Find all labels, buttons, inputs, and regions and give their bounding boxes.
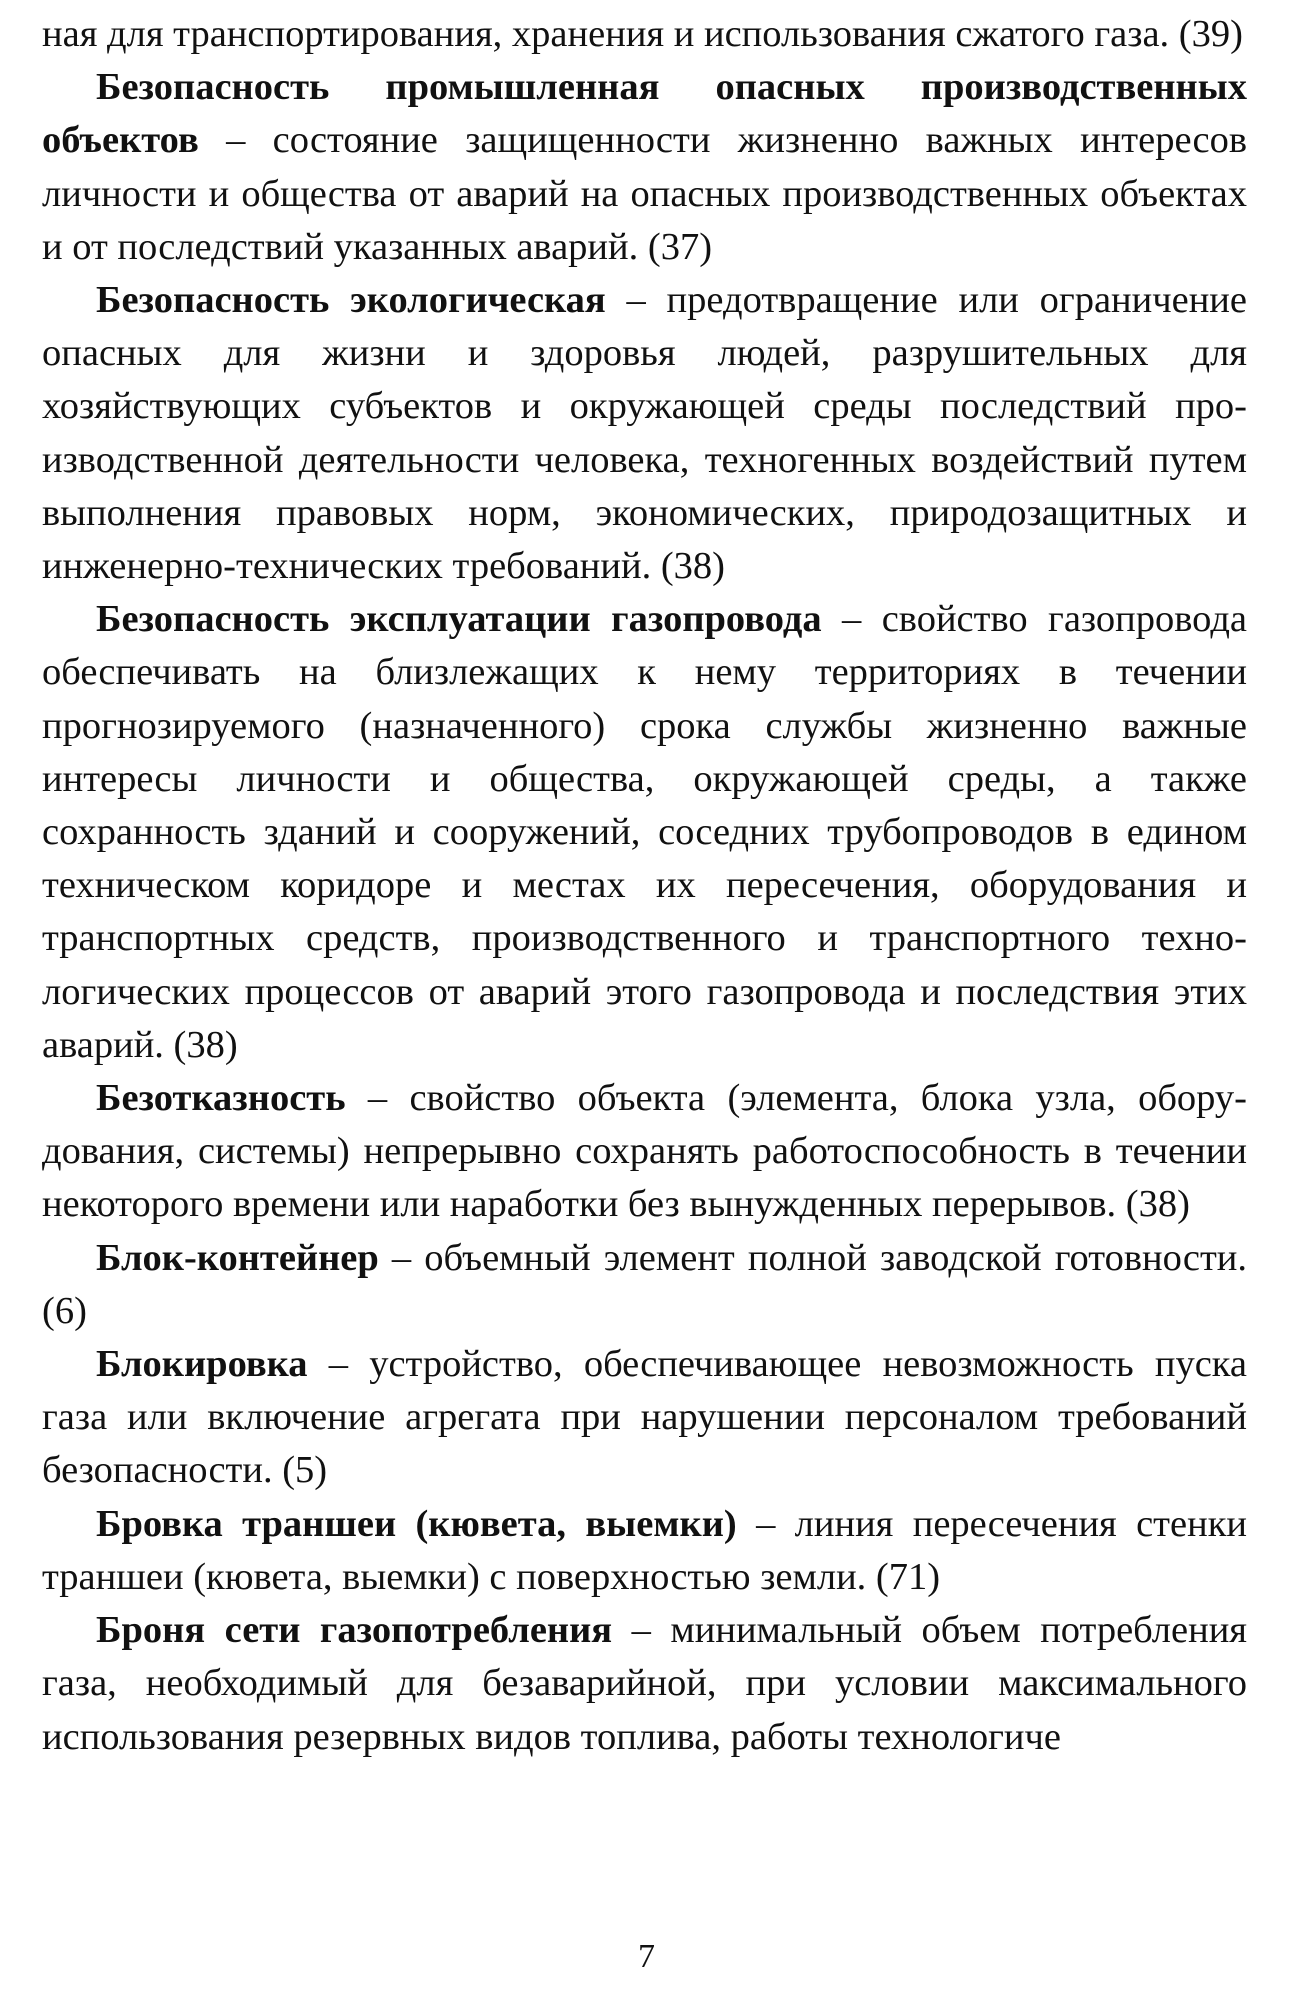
entry-definition: – свойство газопровода обеспечивать на близлежащих к нему территориях в течении прогнозируемого (назначенного) срока службы жизненно важные интересы личности и общества, окружающей среды, а также сохранность зданий и сооружений, соседних трубопроводов в едином техническом коридоре и местах их пересечения, оборудования и транспортных средств, производственного и транспортного технологических процессов от аварий этого газопровода и последствия этих аварий. (38) [42, 598, 1247, 1066]
entry-term: Броня сети газопотребления [96, 1609, 613, 1652]
glossary-entry [42, 274, 1247, 593]
entry-term: Бровка траншеи (кювета, выемки) [96, 1502, 737, 1545]
entry-definition: – свойство объекта (элемента, блока узла, оборудования, системы) непрерывно сохранять работоспособность в течении некоторого времени или наработки без вынужденных перерывов. (38) [42, 1077, 1247, 1226]
glossary-entry [42, 593, 1247, 1072]
glossary-entry [42, 1072, 1247, 1232]
entry-definition: – линия пересечения стенки траншеи (кювета, выемки) с поверхностью земли. (71) [42, 1502, 1248, 1598]
document-page [42, 8, 1247, 1764]
glossary-entry [42, 1604, 1247, 1764]
glossary-entry [42, 1232, 1247, 1338]
glossary-entry [42, 1498, 1247, 1604]
entry-term: Безопасность промышленная опасных производственных объектов [42, 66, 1247, 162]
entry-definition: – устройство, обеспечивающее невозможность пуска газа или включение агрегата при нарушении персоналом требований безопасности. (5) [42, 1343, 1247, 1492]
entry-definition: – состояние защищенности жизненно важных интересов личности и общества от аварий на опасных производственных объектах и от последствий указанных аварий. (37) [42, 119, 1248, 268]
entry-definition: – предотвращение или ограничение опасных для жизни и здоровья людей, разрушительных для хозяйствующих субъектов и окружающей среды последствий производственной деятельности человека, техногенных воздействий путем выполнения правовых норм, экономических, природозащитных и инженерно-технических требований. (38) [42, 279, 1248, 588]
entry-definition: – минимальный объем потребления газа, необходимый для безаварийной, при условии максимального использования резервных видов топлива, работы технологиче [42, 1609, 1248, 1758]
entry-term: Блокировка [96, 1343, 308, 1386]
entry-definition: – объемный элемент полной заводской готовности. (6) [42, 1236, 1247, 1332]
entry-term: Безопасность экологическая [96, 279, 606, 322]
entry-term: Блок-контейнер [96, 1236, 379, 1279]
glossary-entry [42, 61, 1247, 274]
continuation-text: ная для транспортирования, хранения и использования сжатого газа. (39) [42, 13, 1243, 55]
page-number: 7 [638, 1938, 655, 1975]
entry-term: Безотказность [96, 1077, 346, 1120]
entry-term: Безопасность эксплуатации газопровода [96, 598, 822, 641]
glossary-entry [42, 1338, 1247, 1498]
